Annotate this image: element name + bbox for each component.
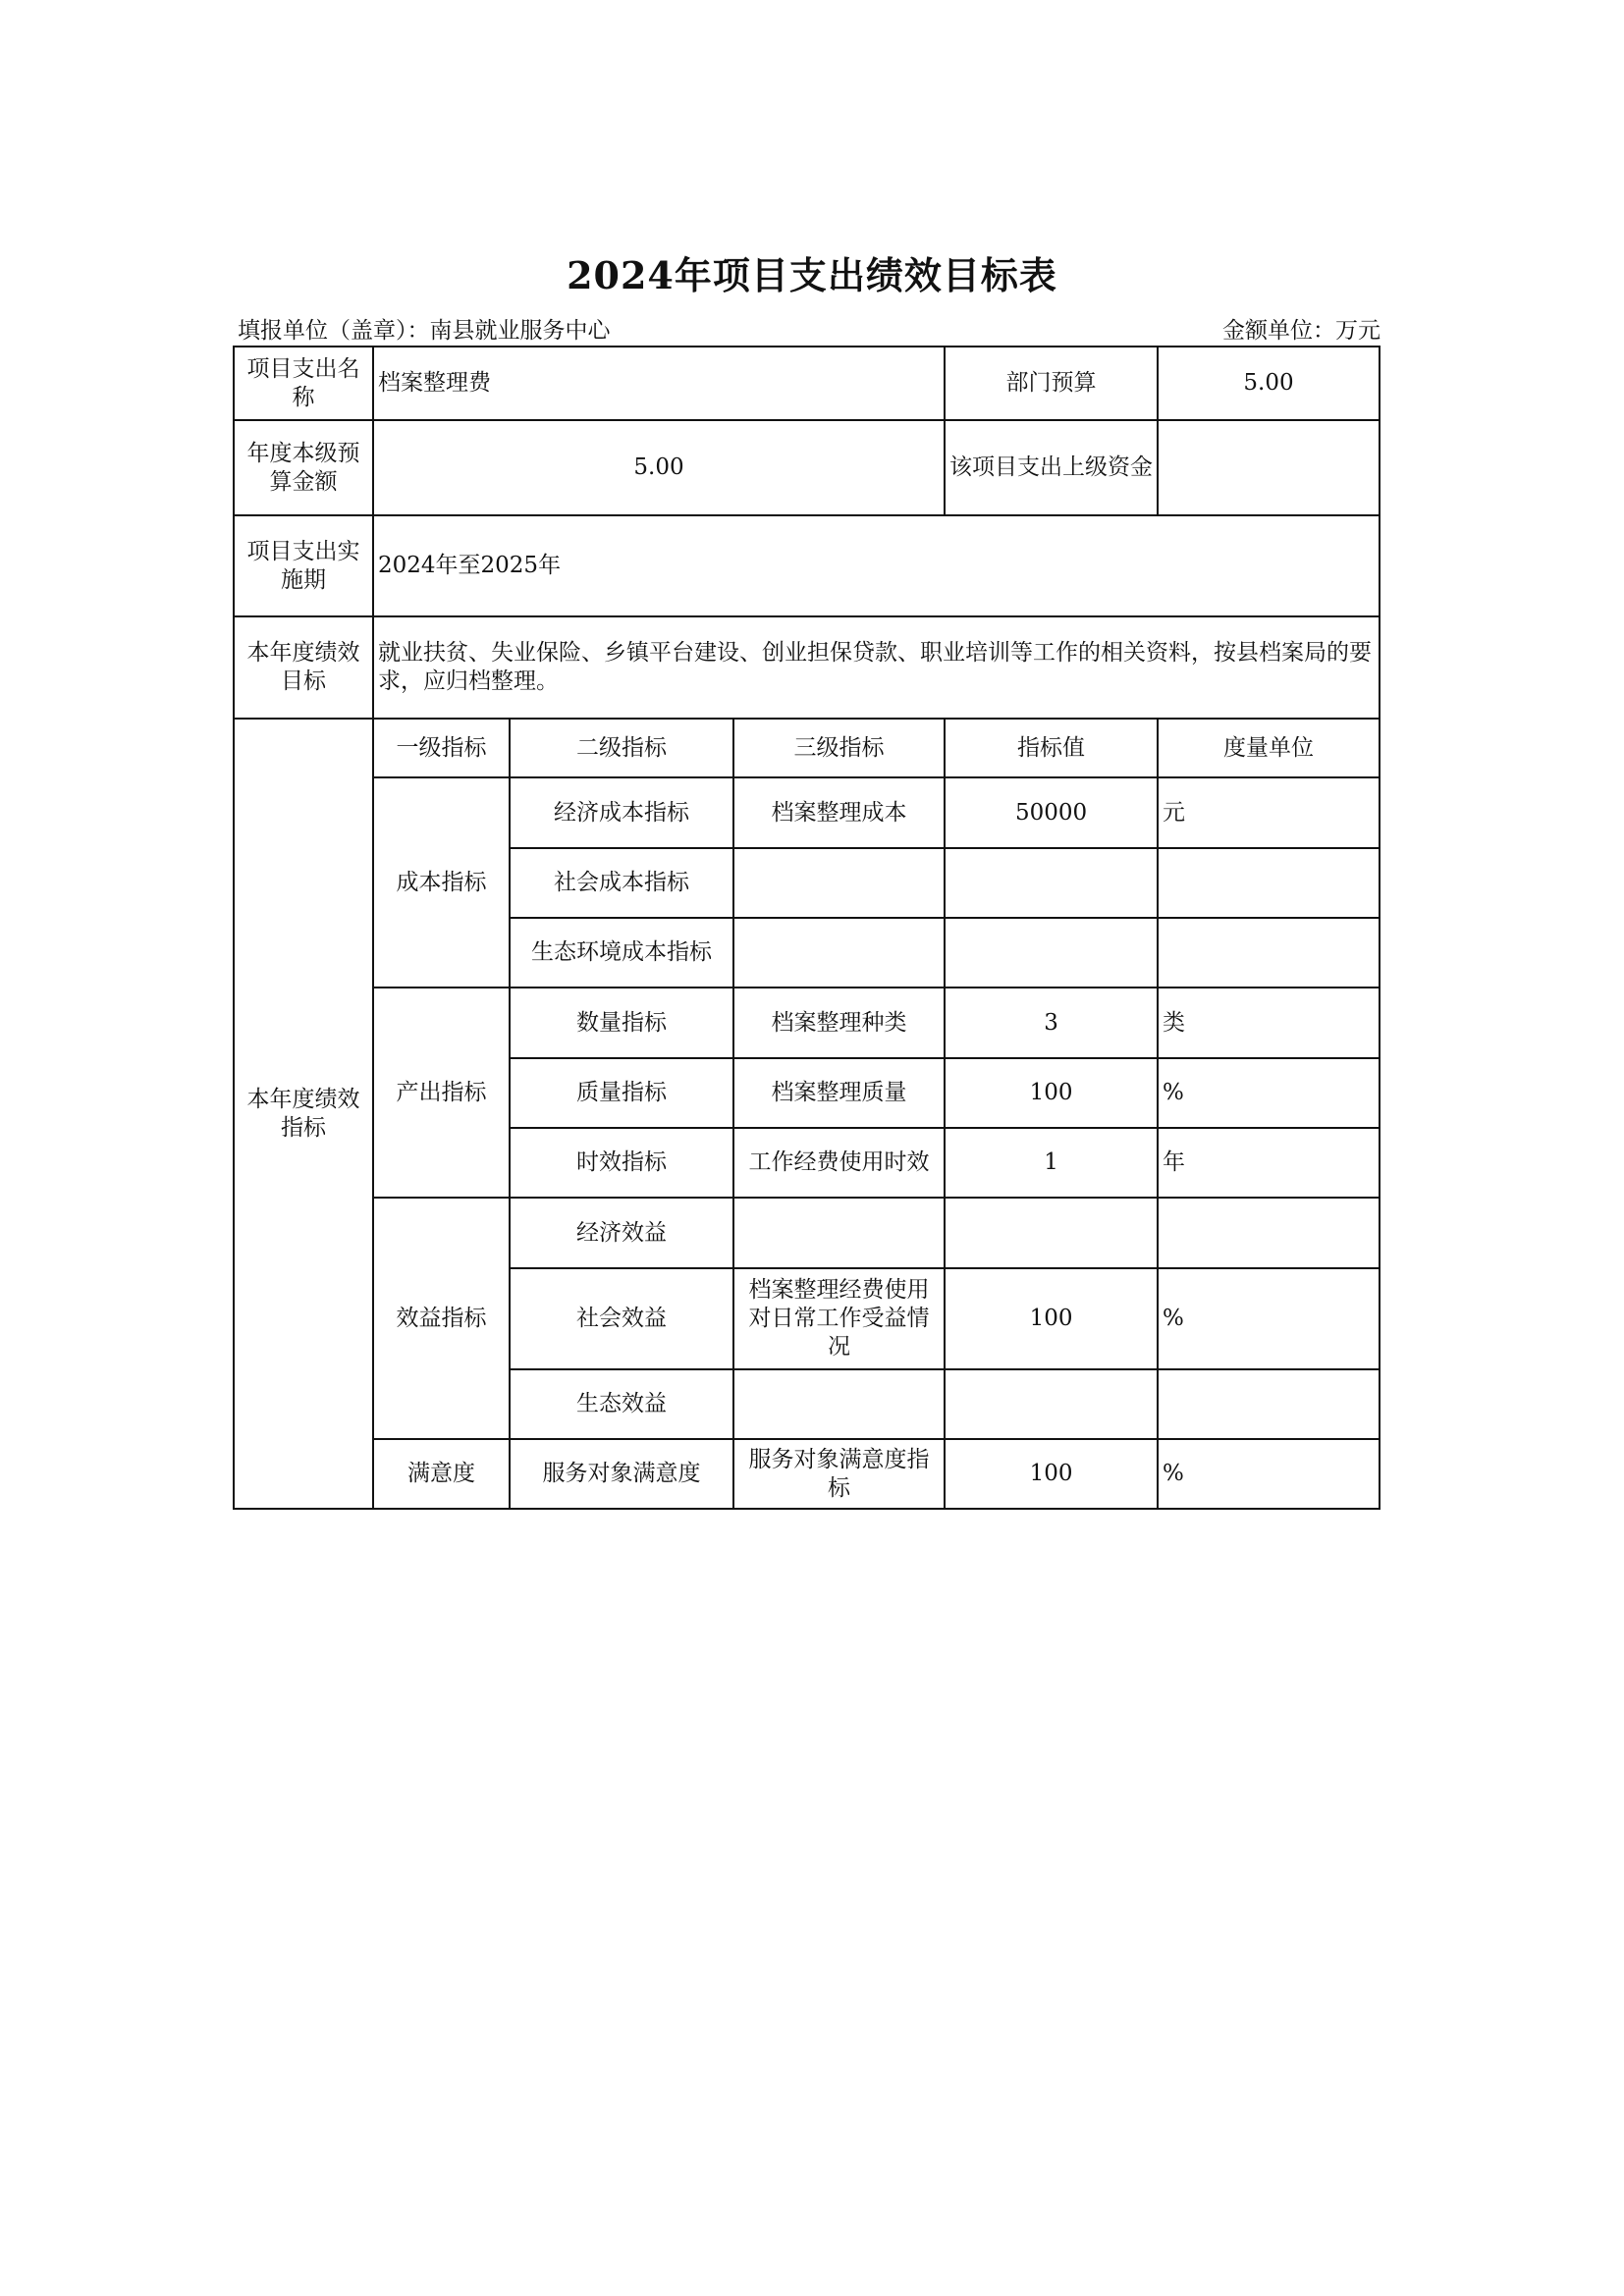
header-value: 指标值 xyxy=(945,719,1158,777)
table-row xyxy=(234,777,1380,848)
page-title: 2024年项目支出绩效目标表 xyxy=(567,253,1057,297)
unit-cell xyxy=(1158,918,1380,988)
header-unit: 度量单位 xyxy=(1158,719,1380,777)
level2-cell: 生态效益 xyxy=(510,1369,733,1439)
value-cell: 100 xyxy=(945,1268,1158,1369)
project-name-label: 项目支出名称 xyxy=(234,347,373,420)
unit-cell: % xyxy=(1158,1058,1380,1128)
level3-cell xyxy=(733,1198,945,1268)
value-cell: 3 xyxy=(945,988,1158,1058)
dept-budget-label: 部门预算 xyxy=(945,347,1158,420)
amount-unit: 金额单位：万元 xyxy=(1222,318,1380,344)
unit-cell xyxy=(1158,1198,1380,1268)
upper-funds-label: 该项目支出上级资金 xyxy=(945,420,1158,515)
unit-cell: % xyxy=(1158,1268,1380,1369)
table-row xyxy=(234,988,1380,1058)
level2-cell: 经济效益 xyxy=(510,1198,733,1268)
table-row xyxy=(234,616,1380,719)
dept-budget-value: 5.00 xyxy=(1158,347,1380,420)
level3-cell: 档案整理质量 xyxy=(733,1058,945,1128)
annual-budget-label: 年度本级预算金额 xyxy=(234,420,373,515)
upper-funds-value xyxy=(1158,420,1380,515)
goal-value: 就业扶贫、失业保险、乡镇平台建设、创业担保贷款、职业培训等工作的相关资料，按县档案局的要求，应归档整理。 xyxy=(373,616,1380,719)
header-level2: 二级指标 xyxy=(510,719,733,777)
level2-cell: 社会效益 xyxy=(510,1268,733,1369)
group-benefit-label: 效益指标 xyxy=(373,1198,510,1439)
unit-cell: 类 xyxy=(1158,988,1380,1058)
group-satisfaction-label: 满意度 xyxy=(373,1439,510,1509)
value-cell xyxy=(945,1369,1158,1439)
unit-cell: % xyxy=(1158,1439,1380,1509)
value-cell: 1 xyxy=(945,1128,1158,1198)
level3-cell xyxy=(733,1369,945,1439)
level2-cell: 服务对象满意度 xyxy=(510,1439,733,1509)
level2-cell: 质量指标 xyxy=(510,1058,733,1128)
level2-cell: 经济成本指标 xyxy=(510,777,733,848)
level3-cell: 档案整理经费使用对日常工作受益情况 xyxy=(733,1268,945,1369)
value-cell xyxy=(945,1198,1158,1268)
table-row xyxy=(234,347,1380,420)
unit-cell xyxy=(1158,848,1380,918)
level3-cell xyxy=(733,918,945,988)
table-row xyxy=(234,515,1380,616)
period-label: 项目支出实施期 xyxy=(234,515,373,616)
annual-budget-value: 5.00 xyxy=(373,420,945,515)
table-row xyxy=(234,1198,1380,1268)
level2-cell: 社会成本指标 xyxy=(510,848,733,918)
header-level3: 三级指标 xyxy=(733,719,945,777)
table-row xyxy=(234,420,1380,515)
indicators-section-label: 本年度绩效指标 xyxy=(234,719,373,1509)
level2-cell: 数量指标 xyxy=(510,988,733,1058)
value-cell xyxy=(945,918,1158,988)
value-cell xyxy=(945,848,1158,918)
value-cell: 50000 xyxy=(945,777,1158,848)
period-value: 2024年至2025年 xyxy=(373,515,1380,616)
level3-cell xyxy=(733,848,945,918)
performance-table xyxy=(233,346,1380,1510)
value-cell: 100 xyxy=(945,1439,1158,1509)
unit-cell: 元 xyxy=(1158,777,1380,848)
value-cell: 100 xyxy=(945,1058,1158,1128)
unit-cell xyxy=(1158,1369,1380,1439)
level3-cell: 档案整理种类 xyxy=(733,988,945,1058)
header-level1: 一级指标 xyxy=(373,719,510,777)
level3-cell: 工作经费使用时效 xyxy=(733,1128,945,1198)
level2-cell: 生态环境成本指标 xyxy=(510,918,733,988)
group-cost-label: 成本指标 xyxy=(373,777,510,988)
table-row xyxy=(234,1439,1380,1509)
level3-cell: 服务对象满意度指标 xyxy=(733,1439,945,1509)
unit-cell: 年 xyxy=(1158,1128,1380,1198)
group-output-label: 产出指标 xyxy=(373,988,510,1198)
level2-cell: 时效指标 xyxy=(510,1128,733,1198)
goal-label: 本年度绩效目标 xyxy=(234,616,373,719)
level3-cell: 档案整理成本 xyxy=(733,777,945,848)
project-name-value: 档案整理费 xyxy=(373,347,945,420)
table-row xyxy=(234,719,1380,777)
reporting-unit: 填报单位（盖章）：南县就业服务中心 xyxy=(238,318,611,344)
